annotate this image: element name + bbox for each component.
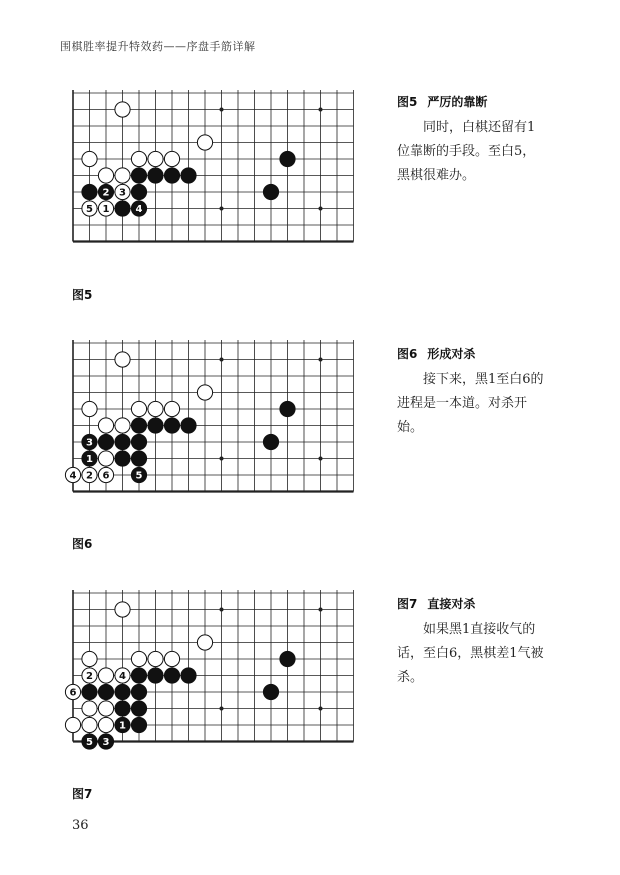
- figure-5-commentary: [397, 93, 547, 188]
- white-stone: [82, 651, 97, 666]
- go-board: [65, 590, 353, 749]
- white-stone: [98, 168, 113, 183]
- figure-5-heading-number: 图5: [397, 95, 418, 109]
- move-number: 3: [119, 187, 126, 199]
- white-stone: [82, 701, 97, 716]
- black-stone: [131, 168, 146, 183]
- white-stone: [82, 151, 97, 166]
- black-stone: [131, 684, 146, 699]
- figure-6-heading-number: 图6: [397, 347, 418, 361]
- black-stone: [115, 684, 130, 699]
- black-stone: [115, 451, 130, 466]
- white-stone: [98, 451, 113, 466]
- black-stone: [164, 668, 179, 683]
- white-stone: [131, 151, 146, 166]
- white-stone: [115, 418, 130, 433]
- white-stone: [131, 401, 146, 416]
- black-stone: [164, 418, 179, 433]
- white-stone: [115, 602, 130, 617]
- white-stone: [98, 668, 113, 683]
- white-stone: [98, 418, 113, 433]
- black-stone: [263, 184, 278, 199]
- black-stone: [181, 168, 196, 183]
- move-number: 4: [69, 470, 77, 482]
- move-number: 2: [102, 187, 110, 199]
- figure-7-commentary: [397, 595, 547, 690]
- move-number: 4: [119, 671, 126, 683]
- white-stone: [164, 151, 179, 166]
- go-board: [65, 340, 353, 492]
- star-point: [319, 207, 323, 211]
- black-stone: [82, 684, 97, 699]
- white-stone: [197, 135, 212, 150]
- star-point: [220, 358, 224, 362]
- black-stone: [98, 434, 113, 449]
- white-stone: [115, 352, 130, 367]
- white-stone: [164, 401, 179, 416]
- white-stone: [131, 651, 146, 666]
- black-stone: [263, 684, 278, 699]
- black-stone: [280, 151, 295, 166]
- star-point: [319, 457, 323, 461]
- star-point: [220, 608, 224, 612]
- black-stone: [280, 401, 295, 416]
- star-point: [220, 707, 224, 711]
- black-stone: [181, 668, 196, 683]
- star-point: [319, 707, 323, 711]
- star-point: [220, 108, 224, 112]
- white-stone: [98, 717, 113, 732]
- black-stone: [131, 451, 146, 466]
- white-stone: [148, 151, 163, 166]
- white-stone: [82, 401, 97, 416]
- white-stone: [98, 701, 113, 716]
- white-stone: [82, 717, 97, 732]
- white-stone: [148, 651, 163, 666]
- black-stone: [164, 168, 179, 183]
- move-number: 1: [86, 454, 93, 466]
- black-stone: [115, 201, 130, 216]
- page-number: 36: [72, 818, 89, 833]
- black-stone: [131, 668, 146, 683]
- figure-7-heading-number: 图7: [397, 597, 418, 611]
- move-number: 6: [102, 470, 110, 482]
- figure-5-description: 同时，白棋还留有1位靠断的手段。至白5，黑棋很难办。: [397, 120, 536, 183]
- black-stone: [131, 184, 146, 199]
- star-point: [319, 608, 323, 612]
- black-stone: [98, 684, 113, 699]
- white-stone: [115, 102, 130, 117]
- figure-7-heading-text: 直接对杀: [427, 597, 476, 611]
- black-stone: [115, 701, 130, 716]
- star-point: [220, 457, 224, 461]
- black-stone: [131, 717, 146, 732]
- figure-6-caption: 图6: [72, 537, 93, 551]
- black-stone: [148, 668, 163, 683]
- figure-6-description: 接下来，黑1至白6的进程是一本道。对杀开始。: [397, 372, 544, 435]
- figure-7-caption: 图7: [72, 787, 93, 801]
- figure-5-caption: 图5: [72, 288, 93, 302]
- white-stone: [197, 635, 212, 650]
- black-stone: [263, 434, 278, 449]
- figure-7-heading: [397, 595, 547, 612]
- move-number: 6: [69, 687, 77, 699]
- star-point: [319, 108, 323, 112]
- black-stone: [280, 651, 295, 666]
- white-stone: [65, 717, 80, 732]
- go-board: [73, 90, 354, 242]
- move-number: 5: [135, 470, 143, 482]
- black-stone: [148, 168, 163, 183]
- move-number: 3: [86, 437, 93, 449]
- move-number: 1: [102, 204, 110, 216]
- figure-5-heading-text: 严厉的靠断: [427, 95, 488, 109]
- black-stone: [82, 184, 97, 199]
- black-stone: [181, 418, 196, 433]
- figure-6-commentary: [397, 345, 547, 440]
- star-point: [220, 207, 224, 211]
- figure-5-heading: [397, 93, 547, 110]
- white-stone: [148, 401, 163, 416]
- move-number: 5: [86, 737, 93, 749]
- white-stone: [197, 385, 212, 400]
- move-number: 2: [86, 671, 93, 683]
- black-stone: [131, 701, 146, 716]
- move-number: 3: [102, 737, 110, 749]
- figure-6-heading-text: 形成对杀: [427, 347, 476, 361]
- star-point: [319, 358, 323, 362]
- black-stone: [131, 418, 146, 433]
- black-stone: [131, 434, 146, 449]
- figure-7-description: 如果黑1直接收气的话，至白6，黑棋差1气被杀。: [397, 622, 544, 685]
- black-stone: [115, 434, 130, 449]
- move-number: 2: [86, 470, 93, 482]
- white-stone: [164, 651, 179, 666]
- move-number: 4: [135, 204, 143, 216]
- black-stone: [148, 418, 163, 433]
- figure-6-heading: [397, 345, 547, 362]
- white-stone: [115, 168, 130, 183]
- move-number: 5: [86, 204, 93, 216]
- running-header: 围棋胜率提升特效药——序盘手筋详解: [60, 40, 256, 53]
- move-number: 1: [119, 720, 126, 732]
